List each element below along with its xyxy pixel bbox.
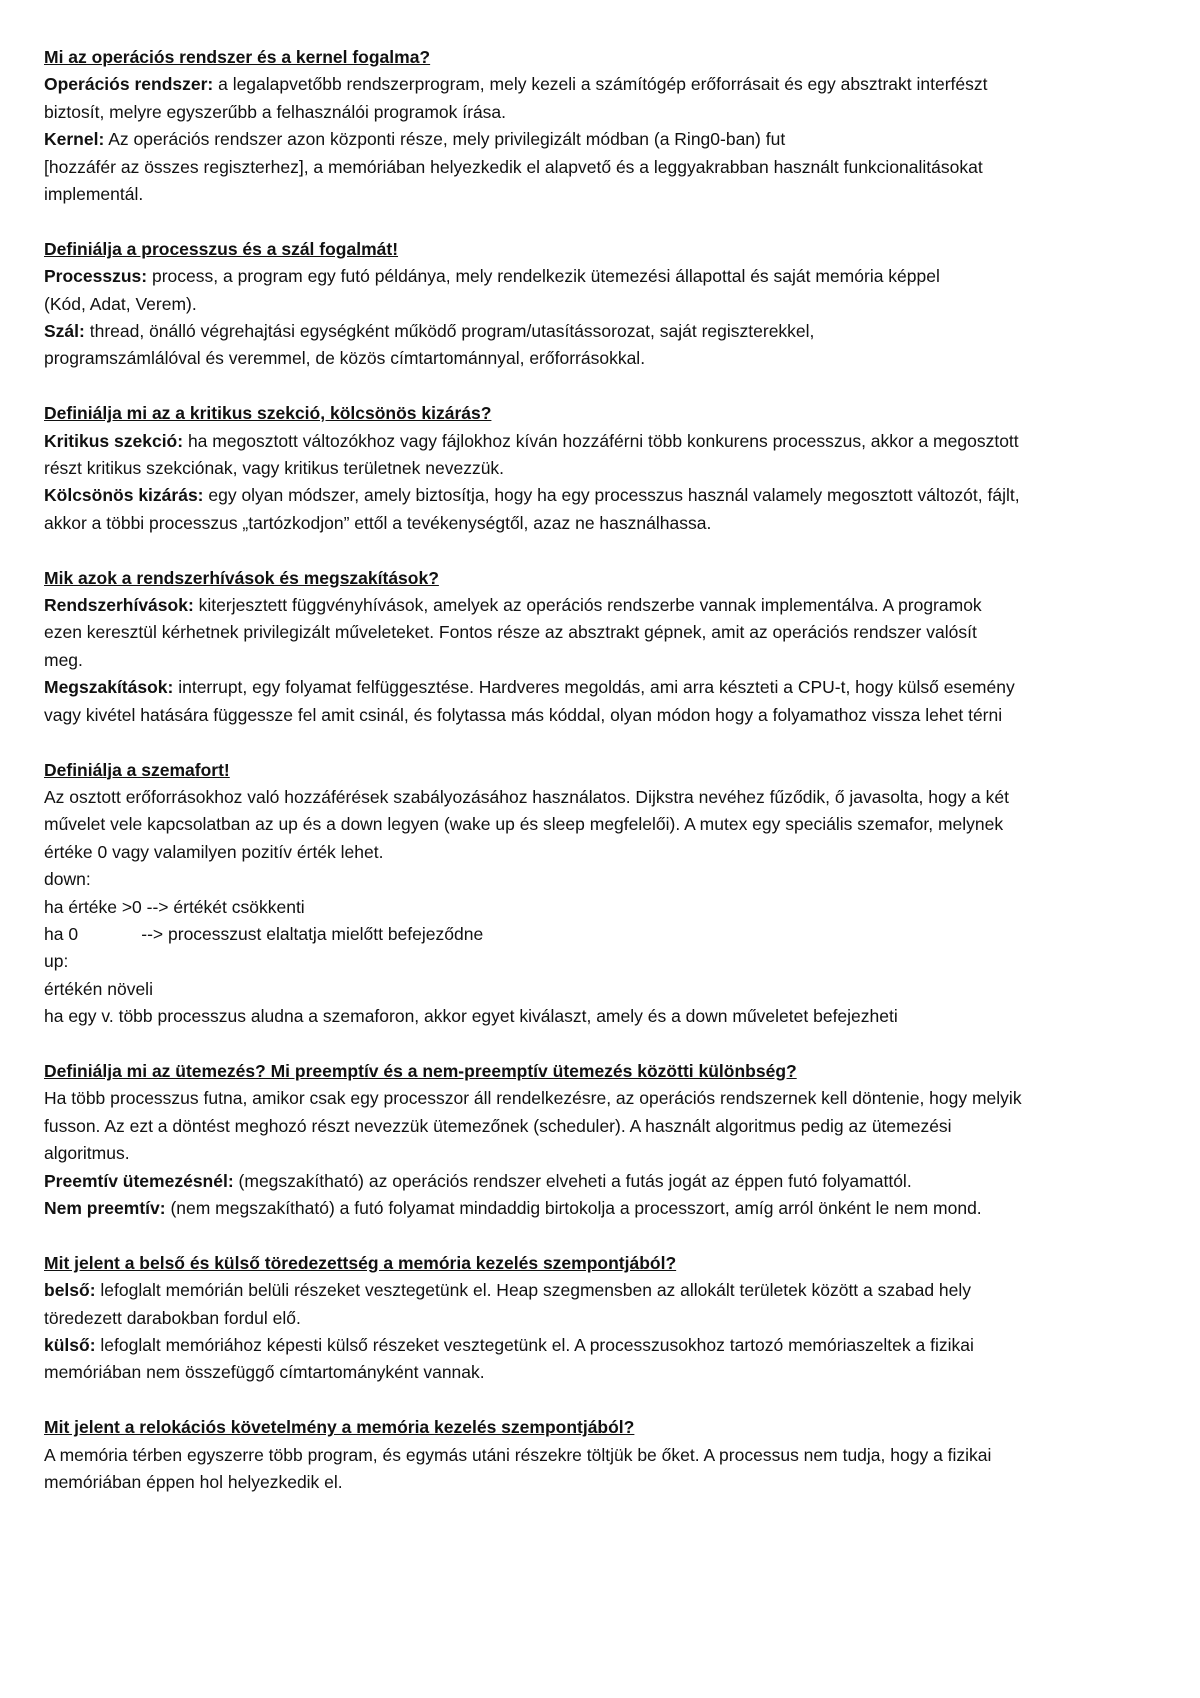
answer-line [44,1113,1169,1140]
answer-line [44,1359,1169,1386]
answer-paragraph [44,1332,1169,1387]
term-label: Kritikus szekció: [44,430,184,451]
answer-text: egy olyan módszer, amely biztosítja, hogy ha egy processzus használ valamely megosztott változót, fájlt, [203,485,1020,506]
answer-line [44,1332,1169,1359]
answer-paragraph [44,126,1169,208]
answer-text: részt kritikus szekciónak, vagy kritikus területnek nevezzük. [44,458,505,479]
answer-text: a legalapvetőbb rendszerprogram, mely kezeli a számítógép erőforrásait és egy absztrakt interfészt [213,74,988,95]
answer-text: ezen keresztül kérhetnek privilegizált műveleteket. Fontos része az absztrakt gépnek, amit az operációs rendszer valósít [44,622,977,643]
answer-line [44,482,1169,509]
answer-text: programszámlálóval és veremmel, de közös címtartománnyal, erőforrásokkal. [44,348,646,369]
answer-text: (nem megszakítható) a futó folyamat mindaddig birtokolja a processzort, amíg arról önként le nem mond. [165,1197,982,1218]
answer-line [44,1085,1169,1112]
answer-text: interrupt, egy folyamat felfüggesztése. Hardveres megoldás, ami arra készteti a CPU-t, hogy külső esemény [173,677,1015,698]
answer-text: vagy kivétel hatására függessze fel amit csinál, és folytassa más kóddal, olyan módon hogy a folyamathoz vissza lehet térni [44,704,1003,725]
answer-line [44,181,1169,208]
answer-text: értékén növeli [44,978,153,999]
answer-text: [hozzáfér az összes regiszterhez], a memóriában helyezkedik el alapvető és a leggyakrabban használt funkcionalitásokat [44,156,983,177]
answer-paragraph [44,428,1169,483]
question-heading: Definiálja mi az a kritikus szekció, kölcsönös kizárás? [44,403,492,424]
question-heading: Definiálja mi az ütemezés? Mi preemptív és a nem-preemptív ütemezés közötti különbség? [44,1060,797,1081]
answer-line [44,647,1169,674]
answer-line [44,510,1169,537]
question-heading: Mi az operációs rendszer és a kernel fogalma? [44,47,431,67]
answer-paragraph [44,263,1169,318]
answer-line [44,894,1169,921]
qa-section [44,757,1169,1031]
answer-line [44,428,1169,455]
answer-text: lefoglalt memórián belüli részeket vesztegetünk el. Heap szegmensben az allokált területek között a szabad hely [95,1280,972,1301]
answer-line [44,291,1169,318]
answer-line [44,921,1169,948]
question-heading: Definiálja a processzus és a szál fogalmát! [44,238,399,259]
answer-paragraph [44,1168,1169,1195]
answer-text: lefoglalt memóriához képesti külső részeket vesztegetünk el. A processzusokhoz tartozó memóriaszeltek a fizikai [95,1335,974,1355]
answer-text: memóriában éppen hol helyezkedik el. [44,1472,343,1493]
answer-text: Az operációs rendszer azon központi része, mely privilegizált módban (a Ring0-ban) fut [104,129,786,150]
answer-text: töredezett darabokban fordul elő. [44,1307,301,1328]
answer-line [44,99,1169,126]
term-label: Nem preemtív: [44,1197,166,1218]
answer-line [44,866,1169,893]
answer-line [44,263,1169,290]
answer-text: Ha több processzus futna, amikor csak egy processzor áll rendelkezésre, az operációs rendszernek kell döntenie, hogy melyik [44,1088,1022,1109]
term-label: Rendszerhívások: [44,595,194,616]
answer-line [44,1195,1169,1222]
qa-section [44,1250,1169,1387]
answer-line [44,318,1169,345]
answer-text: (megszakítható) az operációs rendszer elveheti a futás jogát az éppen futó folyamattól. [233,1170,912,1191]
answer-line [44,619,1169,646]
answer-paragraph [44,1277,1169,1332]
answer-line [44,1277,1169,1304]
answer-paragraph [44,1442,1169,1497]
answer-line [44,1469,1169,1496]
answer-paragraph [44,784,1169,1031]
term-label: külső: [44,1335,96,1355]
question-heading: Definiálja a szemafort! [44,759,230,780]
answer-line [44,702,1169,729]
answer-text: Az osztott erőforrásokhoz való hozzáférések szabályozásához használatos. Dijkstra nevéhez fűződik, ő javasolta, hogy a két [44,786,1009,807]
answer-text: kiterjesztett függvényhívások, amelyek az operációs rendszerbe vannak implementálva. A programok [193,595,982,616]
answer-line [44,1442,1169,1469]
answer-text: ha értéke >0 --> értékét csökkenti [44,896,305,917]
answer-line [44,71,1169,98]
answer-text: memóriában nem összefüggő címtartományként vannak. [44,1362,485,1383]
answer-text: fusson. Az ezt a döntést meghozó részt nevezzük ütemezőnek (scheduler). A használt algoritmus pedig az ütemezési [44,1115,952,1136]
answer-text: thread, önálló végrehajtási egységként működő program/utasítássorozat, saját regiszterekkel, [84,321,815,342]
term-label: Operációs rendszer: [44,74,214,95]
answer-line [44,976,1169,1003]
answer-text: implementál. [44,184,144,205]
answer-paragraph [44,1195,1169,1222]
answer-line [44,455,1169,482]
answer-paragraph [44,482,1169,537]
question-heading: Mit jelent a belső és külső töredezettség a memória kezelés szempontjából? [44,1252,677,1273]
answer-text: A memória térben egyszerre több program, és egymás utáni részekre töltjük be őket. A processus nem tudja, hogy a fizikai [44,1444,992,1465]
answer-line [44,126,1169,153]
answer-text: biztosít, melyre egyszerűbb a felhasználói programok írása. [44,101,507,122]
term-label: Szál: [44,321,85,342]
term-label: Processzus: [44,266,148,287]
answer-text: ha 0 --> processzust elaltatja mielőtt befejeződne [44,923,484,944]
qa-section [44,1058,1169,1222]
question-heading: Mik azok a rendszerhívások és megszakítások? [44,567,439,588]
answer-paragraph [44,1085,1169,1167]
answer-line [44,784,1169,811]
answer-line [44,1003,1169,1030]
answer-line [44,154,1169,181]
answer-line [44,811,1169,838]
answer-text: up: [44,951,69,972]
term-label: Kernel: [44,129,105,150]
term-label: belső: [44,1280,96,1301]
answer-text: meg. [44,649,83,670]
term-label: Kölcsönös kizárás: [44,485,204,506]
answer-text: process, a program egy futó példánya, mely rendelkezik ütemezési állapottal és saját memória képpel [147,266,940,287]
document-page [44,44,1169,1524]
answer-text: down: [44,869,91,890]
answer-line [44,948,1169,975]
answer-line [44,1168,1169,1195]
answer-text: ha egy v. több processzus aludna a szemaforon, akkor egyet kiválaszt, amely és a down műveletet befejezheti [44,1006,898,1027]
answer-text: értéke 0 vagy valamilyen pozitív érték lehet. [44,841,384,862]
answer-line [44,1305,1169,1332]
answer-text: művelet vele kapcsolatban az up és a down legyen (wake up és sleep megfelelői). A mutex egy speciális szemafor, melynek [44,814,1004,835]
question-heading: Mit jelent a relokációs követelmény a memória kezelés szempontjából? [44,1417,635,1438]
term-label: Megszakítások: [44,677,174,698]
answer-paragraph [44,592,1169,674]
answer-text: ha megosztott változókhoz vagy fájlokhoz kíván hozzáférni több konkurens processzus, akkor a megosztott [183,430,1019,451]
answer-line [44,345,1169,372]
qa-section [44,236,1169,373]
answer-paragraph [44,318,1169,373]
answer-text: (Kód, Adat, Verem). [44,293,197,314]
answer-text: akkor a többi processzus „tartózkodjon” ettől a tevékenységtől, azaz ne használhassa. [44,512,712,533]
answer-paragraph [44,674,1169,729]
qa-section [44,44,1169,208]
answer-line [44,839,1169,866]
qa-section [44,565,1169,729]
term-label: Preemtív ütemezésnél: [44,1170,234,1191]
qa-section [44,400,1169,537]
answer-line [44,674,1169,701]
answer-line [44,1140,1169,1167]
qa-section [44,1414,1169,1496]
answer-line [44,592,1169,619]
answer-paragraph [44,71,1169,126]
answer-text: algoritmus. [44,1143,130,1164]
